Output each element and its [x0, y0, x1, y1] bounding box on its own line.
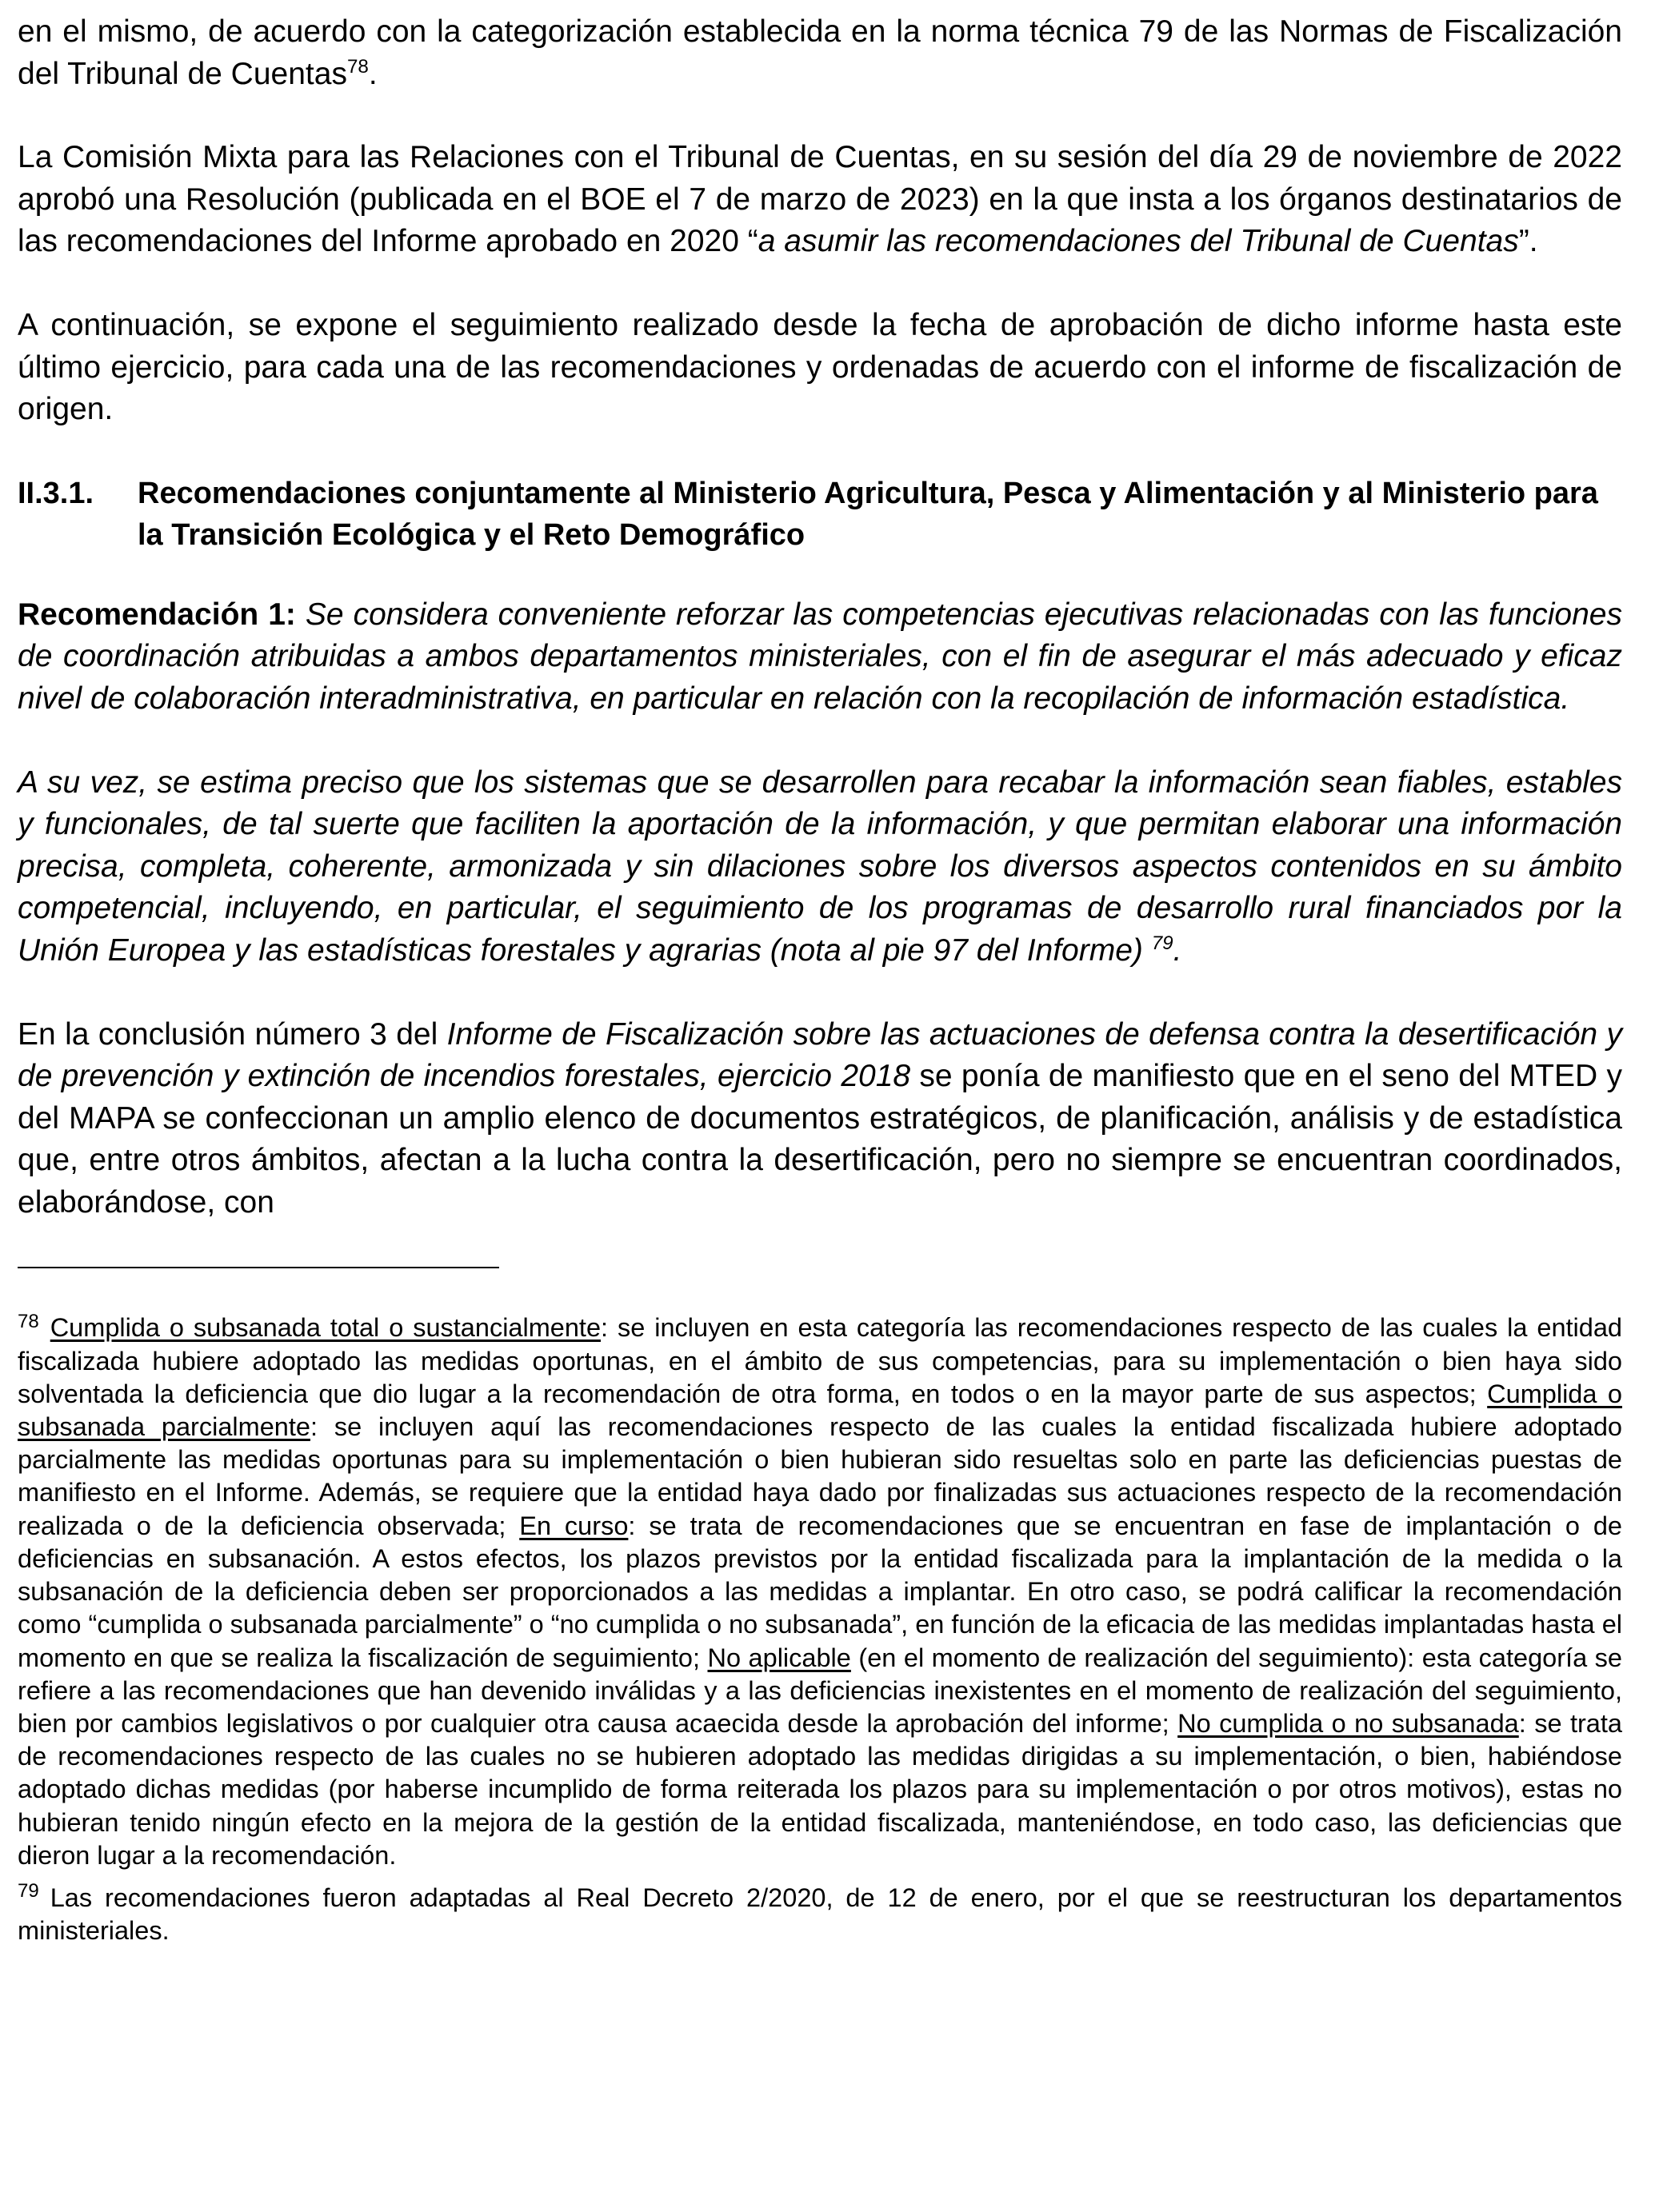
- footnote-number: 78: [18, 1310, 39, 1332]
- footnote-number: 79: [18, 1880, 39, 1903]
- recommendation-1-continued: A su vez, se estima preciso que los sistemas que se desarrollen para recabar la información sean fiables, estables y funcionales, de tal suerte que faciliten la aportación de la información, y que permitan elaborar una información precisa, completa, coherente, armonizada y sin dilaciones sobre los diversos aspectos contenidos en su ámbito competencial, incluyendo, en particular, el seguimiento de los programas de desarrollo rural financiados por la Unión Europea y las estadísticas forestales y agrarias (nota al pie 97 del Informe) $^{79}$.: [18, 765, 1622, 968]
- footnote-ref-79[interactable]: 79: [1151, 932, 1173, 954]
- recommendation-1: [18, 594, 1622, 721]
- recommendation-text: Se considera conveniente reforzar las competencias ejecutivas relacionadas con las funciones de coordinación atribuidas a ambos departamentos ministeriales, con el fin de asegurar el más adecuado y eficaz nivel de colaboración interadministrativa, en particular en relación con la recopilación de información estadística.: [18, 597, 1622, 716]
- footnote-78: $^{78}$ Cumplida o subsanada total o sustancialmente: se incluyen en esta categoría las recomendaciones respecto de las cuales la entidad fiscalizada hubiere adoptado las medidas oportunas, en el ámbito de sus competencias, para su implementación o bien haya sido solventada la deficiencia que dio lugar a la recomendación de otra forma, en todos o en la mayor parte de sus aspectos; Cumplida o subsanada parcialmente: se incluyen aquí las recomendaciones respecto de las cuales la entidad fiscalizada hubiere adoptado parcialmente las medidas oportunas para su implementación o bien hubieran sido resueltas solo en parte las deficiencias puestas de manifiesto en el Informe. Además, se requiere que la entidad haya dado por finalizadas sus actuaciones respecto de la recomendación realizada o de la deficiencia observada; En curso: se trata de recomendaciones que se encuentran en fase de implantación o de deficiencias en subsanación. A estos efectos, los plazos previstos por la entidad fiscalizada para la implantación de la medida o la subsanación de la deficiencia deben ser proporcionados a las medidas a implantar. En otro caso, se podrá calificar la recomendación como “cumplida o subsanada parcialmente” o “no cumplida o no subsanada”, en función de la eficacia de las medidas implantadas hasta el momento en que se realiza la fiscalización de seguimiento; No aplicable (en el momento de realización del seguimiento): esta categoría se refiere a las recomendaciones que han devenido inválidas y a las deficiencias inexistentes en el momento de realización del seguimiento, bien por cambios legislativos o por cualquier otra causa acaecida desde la aprobación del informe; No cumplida o no subsanada: se trata de recomendaciones respecto de las cuales no se hubieren adoptado las medidas dirigidas a su implementación, o bien, habiéndose adoptado dichas medidas (por haberse incumplido de forma reiterada los plazos para su implementación o por otros motivos), estas no hubieran tenido ningún efecto en la mejora de la gestión de la entidad fiscalizada, manteniéndose, en todo caso, las deficiencias que dieron lugar a la recomendación.: [18, 1310, 1623, 1870]
- footnote-separator: [18, 1267, 499, 1268]
- category-cumplida-parcial: Cumplida o subsanada parcialmente: [18, 1379, 1622, 1442]
- document-page: [18, 11, 1622, 1957]
- paragraph-conclusion-3: En la conclusión número 3 del Informe de Fiscalización sobre las actuaciones de defensa contra la desertificación y de prevención y extinción de incendios forestales, ejercicio 2018 se ponía de manifiesto que en el seno del MTED y del MAPA se confeccionan un amplio elenco de documentos estratégicos, de planificación, análisis y de estadística que, entre otros ámbitos, afectan a la lucha contra la desertificación, pero no siempre se encuentran coordinados, elaborándose, con: [18, 1016, 1622, 1220]
- section-title: Recomendaciones conjuntamente al Ministerio Agricultura, Pesca y Alimentación y al Ministerio para la Transición Ecológica y el Reto Demográfico: [138, 476, 1598, 552]
- recommendation-label: Recomendación 1:: [18, 597, 296, 632]
- category-cumplida-total: Cumplida o subsanada total o sustancialmente: [50, 1313, 602, 1343]
- category-en-curso: En curso: [519, 1511, 629, 1540]
- category-no-cumplida: No cumplida o no subsanada: [1177, 1708, 1519, 1738]
- footnote-79: $^{79}$ Las recomendaciones fueron adaptadas al Real Decreto 2/2020, de 12 de enero, por el que se reestructuran los departamentos ministeriales.: [18, 1880, 1622, 1946]
- paragraph-categorization: en el mismo, de acuerdo con la categorización establecida en la norma técnica 79 de las Normas de Fiscalización del Tribunal de Cuentas$^{78}$.: [18, 14, 1622, 91]
- section-heading: [18, 473, 1622, 556]
- quoted-resolution: a asumir las recomendaciones del Tribunal de Cuentas: [758, 224, 1519, 259]
- paragraph-seguimiento: A continuación, se expone el seguimiento realizado desde la fecha de aprobación de dicho informe hasta este último ejercicio, para cada una de las recomendaciones y ordenadas de acuerdo con el informe de fiscalización de origen.: [18, 307, 1622, 427]
- category-no-aplicable: No aplicable: [707, 1643, 851, 1672]
- paragraph-comision-mixta: La Comisión Mixta para las Relaciones con el Tribunal de Cuentas, en su sesión del día 29 de noviembre de 2022 aprobó una Resolución (publicada en el BOE el 7 de marzo de 2023) en la que insta a los órganos destinatarios de las recomendaciones del Informe aprobado en 2020 “a asumir las recomendaciones del Tribunal de Cuentas”.: [18, 140, 1622, 259]
- footnote-ref-78[interactable]: 78: [346, 55, 369, 78]
- report-title: Informe de Fiscalización sobre las actuaciones de defensa contra la desertificación y de prevención y extinción de incendios forestales, ejercicio 2018: [18, 1016, 1622, 1094]
- section-number: II.3.1.: [18, 476, 94, 510]
